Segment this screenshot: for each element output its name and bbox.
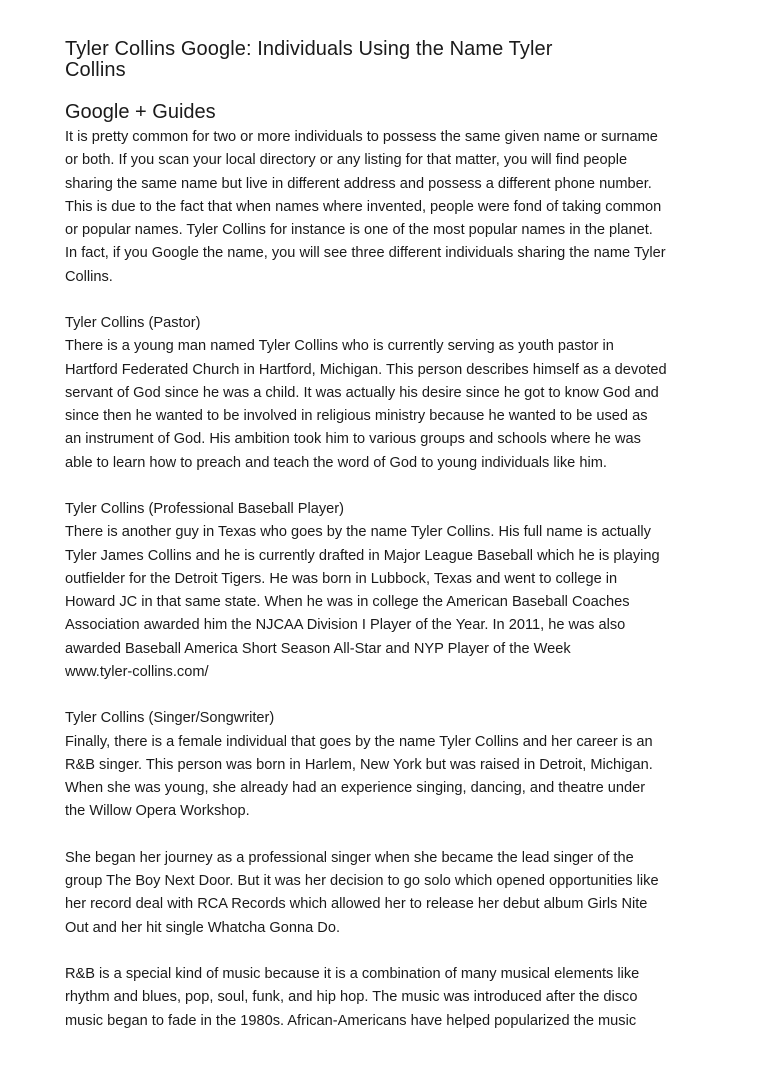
paragraph-spacer — [65, 824, 710, 847]
text-line: Howard JC in that same state. When he was in college the American Baseball Coaches — [65, 594, 630, 610]
pastor-section — [65, 312, 710, 475]
baseball-heading: Tyler Collins (Professional Baseball Player) — [65, 501, 345, 517]
text-line: In fact, if you Google the name, you will see three different individuals sharing the name Tyler — [65, 245, 666, 262]
title-line-2: Collins — [65, 59, 126, 81]
title-line-1: Tyler Collins Google: Individuals Using the Name Tyler — [65, 38, 553, 60]
text-line: able to learn how to preach and teach the word of God to young individuals like him. — [65, 454, 607, 471]
paragraph-spacer — [65, 684, 710, 707]
text-line: or popular names. Tyler Collins for instance is one of the most popular names in the planet. — [65, 222, 653, 238]
baseball-section — [65, 498, 710, 684]
text-line: This is due to the fact that when names where invented, people were fond of taking common — [65, 198, 662, 215]
journey-paragraph — [65, 847, 710, 940]
text-line: or both. If you scan your local directory or any listing for that matter, you will find people — [65, 152, 628, 169]
text-line: There is another guy in Texas who goes by the name Tyler Collins. His full name is actually — [65, 524, 651, 541]
text-line: since then he wanted to be involved in religious ministry because he wanted to be used as — [65, 408, 648, 424]
text-line: rhythm and blues, pop, soul, funk, and hip hop. The music was introduced after the disco — [65, 989, 638, 1006]
singer-section — [65, 707, 710, 823]
text-line: It is pretty common for two or more individuals to possess the same given name or surname — [65, 129, 658, 145]
text-line: an instrument of God. His ambition took him to various groups and schools where he was — [65, 431, 641, 448]
document-title — [65, 39, 710, 81]
paragraph-spacer — [65, 289, 710, 312]
text-line: She began her journey as a professional singer when she became the lead singer of the — [65, 849, 634, 866]
text-line: her record deal with RCA Records which allowed her to release her debut album Girls Nite — [65, 896, 648, 913]
singer-heading: Tyler Collins (Singer/Songwriter) — [65, 710, 275, 727]
text-line: Hartford Federated Church in Hartford, Michigan. This person describes himself as a devoted — [65, 361, 667, 378]
text-line: sharing the same name but live in different address and possess a different phone number. — [65, 175, 652, 192]
text-line: awarded Baseball America Short Season All-Star and NYP Player of the Week — [65, 640, 571, 657]
paragraph-spacer — [65, 475, 710, 498]
text-line: R&B singer. This person was born in Harlem, New York but was raised in Detroit, Michigan. — [65, 756, 653, 773]
text-line: outfielder for the Detroit Tigers. He was born in Lubbock, Texas and went to college in — [65, 570, 618, 587]
text-line: Collins. — [65, 268, 113, 285]
text-line: When she was young, she already had an experience singing, dancing, and theatre under — [65, 780, 646, 796]
text-line: Finally, there is a female individual that goes by the name Tyler Collins and her career is an — [65, 733, 653, 750]
rnb-paragraph — [65, 963, 710, 1033]
paragraph-spacer — [65, 940, 710, 963]
website-url: www.tyler-collins.com/ — [65, 663, 209, 680]
text-line: music began to fade in the 1980s. African-Americans have helped popularized the music — [65, 1012, 637, 1029]
text-line: Out and her hit single Whatcha Gonna Do. — [65, 919, 341, 936]
text-line: the Willow Opera Workshop. — [65, 803, 250, 820]
text-line: R&B is a special kind of music because it is a combination of many musical elements like — [65, 966, 640, 982]
text-line: There is a young man named Tyler Collins who is currently serving as youth pastor in — [65, 338, 614, 355]
document-subtitle: Google + Guides — [65, 101, 216, 123]
text-line: servant of God since he was a child. It was actually his desire since he got to know God and — [65, 384, 659, 401]
text-line: group The Boy Next Door. But it was her decision to go solo which opened opportunities like — [65, 873, 659, 889]
text-line: Tyler James Collins and he is currently drafted in Major League Baseball which he is playing — [65, 547, 660, 564]
intro-paragraph — [65, 126, 710, 289]
text-line: Association awarded him the NJCAA Division I Player of the Year. In 2011, he was also — [65, 617, 626, 634]
pastor-heading: Tyler Collins (Pastor) — [65, 315, 201, 331]
